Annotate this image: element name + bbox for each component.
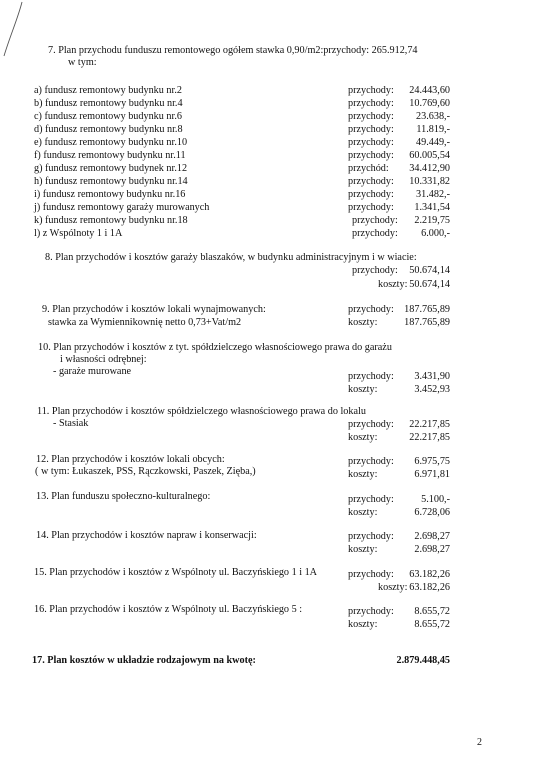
- section-11-income-value: 22.217,85: [409, 419, 450, 430]
- section-14-cost-value: 2.698,27: [414, 544, 450, 555]
- section-13-cost-value: 6.728,06: [414, 507, 450, 518]
- list-item-label: przychody:: [348, 111, 394, 122]
- section-9-sub: stawka za Wymiennikownię netto 0,73+Vat/m2: [48, 317, 242, 328]
- list-item-text: c) fundusz remontowy budynku nr.6: [34, 111, 182, 122]
- section-9-cost-label: koszty:: [348, 317, 378, 328]
- section-11-title: 11. Plan przychodów i kosztów spółdzielczego własnościowego prawa do lokalu: [37, 406, 366, 417]
- list-item-value: 31.482,-: [416, 189, 450, 200]
- list-item-label: przychody:: [352, 215, 398, 226]
- section-14-cost-label: koszty:: [348, 544, 378, 555]
- section-8-income-label: przychody:: [352, 265, 398, 276]
- section-16-cost-label: koszty:: [348, 619, 378, 630]
- list-item-text: k) fundusz remontowy budynku nr.18: [34, 215, 188, 226]
- list-item-value: 10.331,82: [409, 176, 450, 187]
- section-11-cost-label: koszty:: [348, 432, 378, 443]
- section-10-cost-label: koszty:: [348, 384, 378, 395]
- section-17-title: 17. Plan kosztów w układzie rodzajowym na kwotę:: [32, 655, 256, 666]
- section-11-cost-value: 22.217,85: [409, 432, 450, 443]
- list-item-text: b) fundusz remontowy budynku nr.4: [34, 98, 183, 109]
- list-item-text: e) fundusz remontowy budynku nr.10: [34, 137, 188, 148]
- section-15-title: 15. Plan przychodów i kosztów z Wspólnoty ul. Baczyńskiego 1 i 1A: [34, 567, 318, 578]
- section-13-title: 13. Plan funduszu społeczno-kulturalnego:: [36, 491, 211, 502]
- list-item-label: przychody:: [348, 202, 394, 213]
- section-8-title: 8. Plan przychodów i kosztów garaży blaszaków, w budynku administracyjnym i w wiacie:: [45, 252, 417, 263]
- section-10-cost-value: 3.452,93: [414, 384, 450, 395]
- section-8-cost-label: koszty:: [378, 279, 408, 290]
- section-12-title: 12. Plan przychodów i kosztów lokali obcych:: [36, 454, 225, 465]
- list-item-value: 11.819,-: [416, 124, 450, 135]
- section-15-income-label: przychody:: [348, 569, 394, 580]
- section-15-income-value: 63.182,26: [409, 569, 450, 580]
- list-item-label: przychody:: [348, 85, 394, 96]
- section-15-cost-value: 63.182,26: [409, 582, 450, 593]
- section-15-cost-label: koszty:: [378, 582, 408, 593]
- section-9-title: 9. Plan przychodów i kosztów lokali wynajmowanych:: [42, 304, 266, 315]
- list-item-label: przychody:: [352, 228, 398, 239]
- list-item-label: przychody:: [348, 189, 394, 200]
- section-10-income-label: przychody:: [348, 371, 394, 382]
- section-14-income-value: 2.698,27: [414, 531, 450, 542]
- section-16-title: 16. Plan przychodów i kosztów z Wspólnoty ul. Baczyńskiego 5 :: [34, 604, 303, 615]
- section-11-income-label: przychody:: [348, 419, 394, 430]
- section-9-income-value: 187.765,89: [404, 304, 450, 315]
- section-10-sub: - garaże murowane: [53, 366, 132, 377]
- section-13-income-label: przychody:: [348, 494, 394, 505]
- list-item-text: h) fundusz remontowy budynku nr.14: [34, 176, 188, 187]
- list-item-text: d) fundusz remontowy budynku nr.8: [34, 124, 183, 135]
- section-8-income-value: 50.674,14: [409, 265, 450, 276]
- section-9-income-label: przychody:: [348, 304, 394, 315]
- list-item-value: 24.443,60: [409, 85, 450, 96]
- section-17-total: 2.879.448,45: [396, 655, 450, 666]
- section-12-cost-label: koszty:: [348, 469, 378, 480]
- list-item-label: przychody:: [348, 150, 394, 161]
- list-item-label: przychód:: [348, 163, 389, 174]
- section-10-title-cont: i własności odrębnej:: [60, 354, 147, 365]
- list-item-value: 60.005,54: [409, 150, 450, 161]
- section-12-income-value: 6.975,75: [414, 456, 450, 467]
- list-item-label: przychody:: [348, 98, 394, 109]
- section-16-income-value: 8.655,72: [414, 606, 450, 617]
- list-item-label: przychody:: [348, 137, 394, 148]
- section-7-intro: w tym:: [68, 57, 97, 68]
- section-11-sub: - Stasiak: [53, 418, 89, 429]
- section-16-income-label: przychody:: [348, 606, 394, 617]
- section-9-cost-value: 187.765,89: [404, 317, 450, 328]
- section-12-cost-value: 6.971,81: [414, 469, 450, 480]
- list-item-text: j) fundusz remontowy garaży murowanych: [34, 202, 210, 213]
- list-item-value: 1.341,54: [414, 202, 450, 213]
- list-item-value: 49.449,-: [416, 137, 450, 148]
- list-item-text: a) fundusz remontowy budynku nr.2: [34, 85, 182, 96]
- section-16-cost-value: 8.655,72: [414, 619, 450, 630]
- list-item-value: 10.769,60: [409, 98, 450, 109]
- section-13-cost-label: koszty:: [348, 507, 378, 518]
- section-8-cost-value: 50.674,14: [409, 279, 450, 290]
- list-item-value: 34.412,90: [409, 163, 450, 174]
- section-10-income-value: 3.431,90: [414, 371, 450, 382]
- list-item-label: przychody:: [348, 176, 394, 187]
- section-14-income-label: przychody:: [348, 531, 394, 542]
- list-item-value: 23.638,-: [416, 111, 450, 122]
- list-item-label: przychody:: [348, 124, 394, 135]
- list-item-text: g) fundusz remontowy budynek nr.12: [34, 163, 188, 174]
- section-13-income-value: 5.100,-: [421, 494, 450, 505]
- page-number: 2: [477, 737, 482, 748]
- section-12-sub: ( w tym: Łukaszek, PSS, Rączkowski, Paszek, Zięba,): [35, 466, 256, 477]
- list-item-value: 2.219,75: [414, 215, 450, 226]
- section-10-title: 10. Plan przychodów i kosztów z tyt. spółdzielczego własnościowego prawa do garażu: [38, 342, 392, 353]
- list-item-text: f) fundusz remontowy budynku nr.11: [34, 150, 186, 161]
- section-7-title: 7. Plan przychodu funduszu remontowego ogółem stawka 0,90/m2:przychody: 265.912,74: [48, 45, 418, 56]
- list-item-text: i) fundusz remontowy budynku nr.16: [34, 189, 186, 200]
- list-item-value: 6.000,-: [421, 228, 450, 239]
- corner-pen-stroke: [0, 0, 40, 70]
- section-12-income-label: przychody:: [348, 456, 394, 467]
- list-item-text: l) z Wspólnoty 1 i 1A: [34, 228, 123, 239]
- section-14-title: 14. Plan przychodów i kosztów napraw i konserwacji:: [36, 530, 257, 541]
